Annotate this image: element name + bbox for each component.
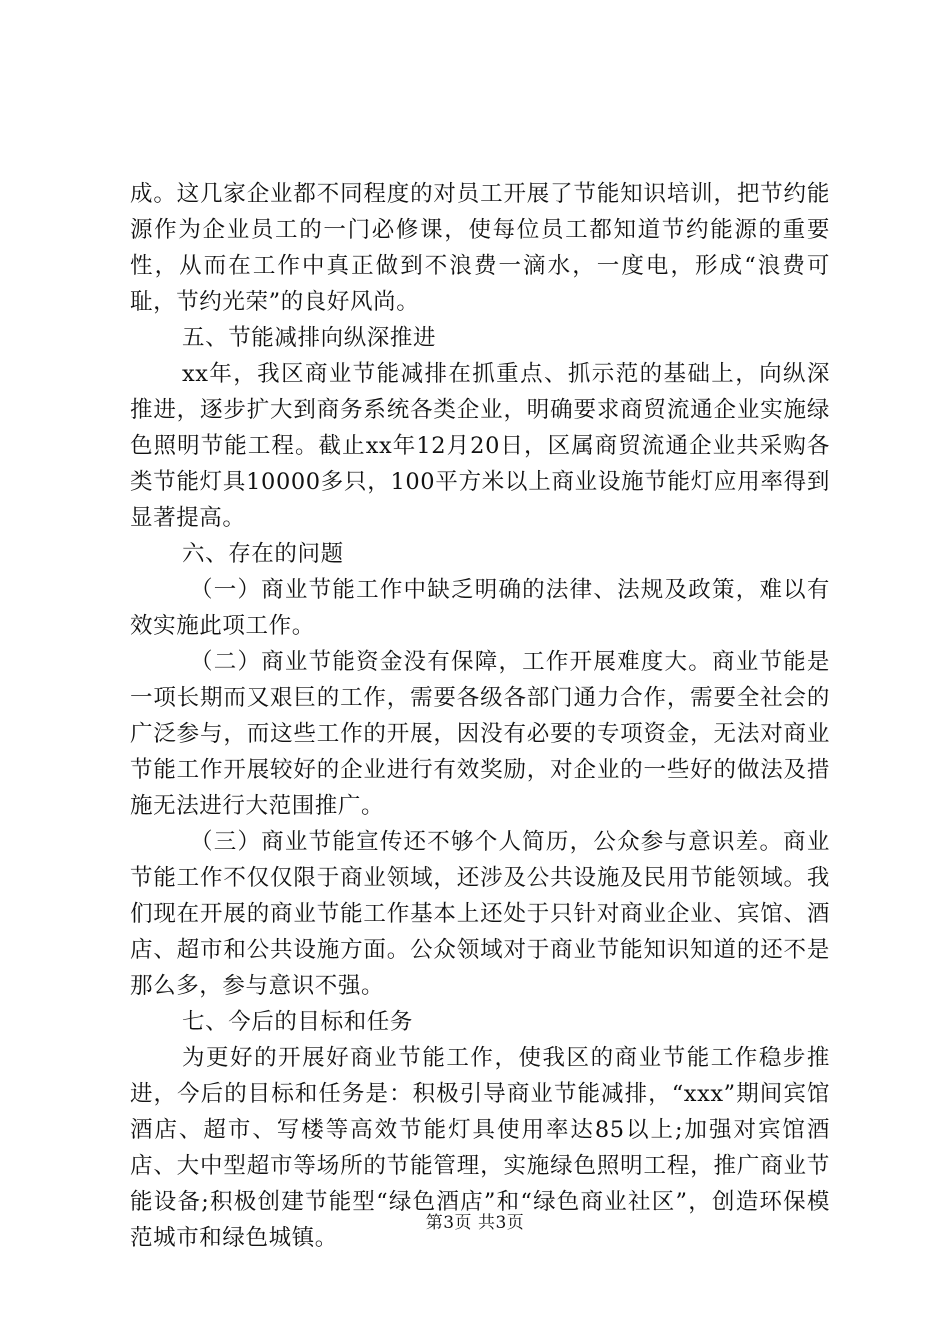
paragraph-issue-three: （三）商业节能宣传还不够个人简历，公众参与意识差。商业节能工作不仅仅限于商业领域，还涉及公共设施及民用节能领域。我们现在开展的商业节能工作基本上还处于只针对商业企业、宾馆、酒店、超市和公共设施方面。公众领域对于商业节能知识知道的还不是那么多，参与意识不强。 <box>130 829 830 999</box>
paragraph-continuation: 成。这几家企业都不同程度的对员工开展了节能知识培训，把节约能源作为企业员工的一门必修课，使每位员工都知道节约能源的重要性，从而在工作中真正做到不浪费一滴水，一度电，形成“浪费可耻，节约光荣”的良好风尚。 <box>130 181 830 315</box>
paragraph-issue-one: （一）商业节能工作中缺乏明确的法律、法规及政策，难以有效实施此项工作。 <box>130 577 830 639</box>
section-heading-five: 五、节能减排向纵深推进 <box>182 325 437 351</box>
paragraph-goals: 为更好的开展好商业节能工作，使我区的商业节能工作稳步推进，今后的目标和任务是：积极引导商业节能减排，“xxx”期间宾馆酒店、超市、写楼等高效节能灯具使用率达85以上;加强对宾馆酒店、大中型超市等场所的节能管理，实施绿色照明工程，推广商业节能设备;积极创建节能型“绿色酒店”和“绿色商业社区”，创造环保模范城市和绿色城镇。 <box>130 1045 830 1251</box>
page-footer <box>0 1212 950 1234</box>
paragraph-section-five: xx年，我区商业节能减排在抓重点、抓示范的基础上，向纵深推进，逐步扩大到商务系统各类企业，明确要求商贸流通企业实施绿色照明节能工程。截止xx年12月20日，区属商贸流通企业共采购各类节能灯具10000多只，100平方米以上商业设施节能灯应用率得到显著提高。 <box>130 361 830 531</box>
section-heading-seven: 七、今后的目标和任务 <box>182 1009 414 1035</box>
paragraph-issue-two: （二）商业节能资金没有保障，工作开展难度大。商业节能是一项长期而又艰巨的工作，需要各级各部门通力合作，需要全社会的广泛参与，而这些工作的开展，因没有必要的专项资金，无法对商业节能工作开展较好的企业进行有效奖励，对企业的一些好的做法及措施无法进行大范围推广。 <box>130 649 830 819</box>
page-number-label: 第3页 共3页 <box>425 1213 525 1233</box>
section-heading-six: 六、存在的问题 <box>182 541 344 567</box>
document-body <box>130 176 830 1256</box>
